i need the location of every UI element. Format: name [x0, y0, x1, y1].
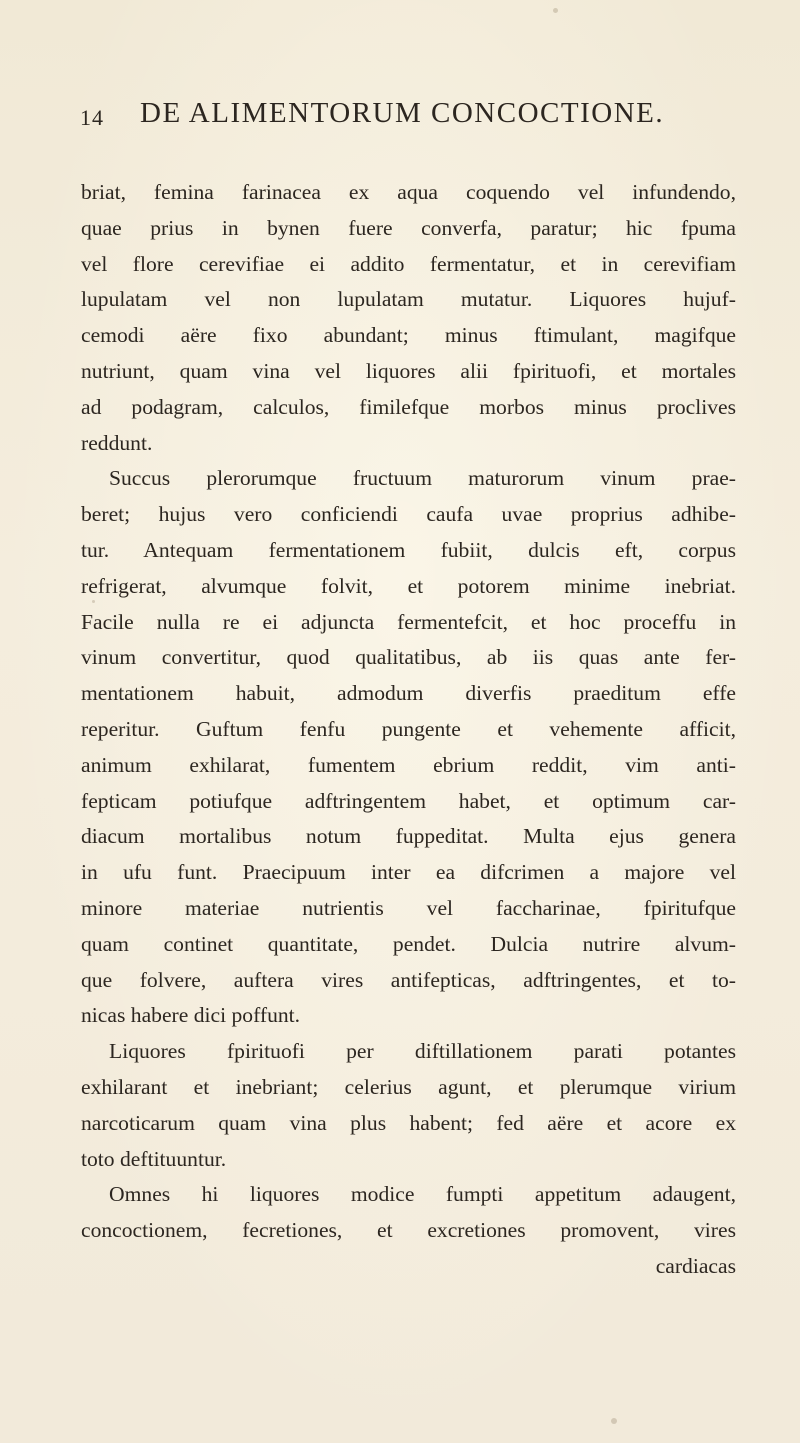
text-line: quam continet quantitate, pendet. Dulcia nutrire alvum- [81, 931, 736, 956]
text-line: diacum mortalibus notum fuppeditat. Multa ejus genera [81, 824, 736, 849]
text-line: vel flore cerevifiae ei addito fermentatur, et in cerevifiam [81, 251, 736, 276]
text-line: tur. Antequam fermentationem fubiit, dulcis eft, corpus [81, 537, 736, 562]
text-line: concoctionem, fecretiones, et excretiones promovent, vires [81, 1218, 736, 1243]
text-line: reperitur. Guftum fenfu pungente et vehemente afficit, [81, 716, 736, 741]
text-line: refrigerat, alvumque folvit, et potorem minime inebriat. [81, 573, 736, 598]
text-line: Omnes hi liquores modice fumpti appetitum adaugent, [109, 1182, 736, 1207]
text-line: animum exhilarat, fumentem ebrium reddit, vim anti- [81, 752, 736, 777]
text-line: Liquores fpirituofi per diftillationem parati potantes [109, 1039, 736, 1064]
text-line: briat, femina farinacea ex aqua coquendo vel infundendo, [81, 180, 736, 204]
text-line: fepticam potiufque adftringentem habet, et optimum car- [81, 788, 736, 813]
text-line: toto deftituuntur. [81, 1146, 227, 1171]
text-line: cemodi aëre fixo abundant; minus ftimulant, magifque [81, 323, 736, 348]
text-line: nutriunt, quam vina vel liquores alii fpirituofi, et mortales [81, 358, 736, 383]
text-line: beret; hujus vero conficiendi caufa uvae proprius adhibe- [81, 502, 736, 527]
paper-spot [92, 600, 95, 603]
paper-spot [553, 8, 558, 13]
text-line: minore materiae nutrientis vel faccharinae, fpiritufque [81, 895, 736, 920]
text-line: ad podagram, calculos, fimilefque morbos minus proclives [81, 394, 736, 419]
text-line: quae prius in bynen fuere converfa, paratur; hic fpuma [81, 215, 736, 240]
text-line: narcoticarum quam vina plus habent; fed aëre et acore ex [81, 1110, 736, 1135]
text-line: mentationem habuit, admodum diverfis praeditum effe [81, 681, 736, 706]
text-line: lupulatam vel non lupulatam mutatur. Liquores hujuf- [81, 287, 736, 312]
text-line: Facile nulla re ei adjuncta fermentefcit, et hoc proceffu in [81, 609, 736, 634]
text-line: reddunt. [81, 430, 153, 455]
text-line: exhilarant et inebriant; celerius agunt, et plerumque virium [81, 1074, 736, 1099]
running-head: DE ALIMENTORUM CONCOCTIONE. [140, 97, 665, 129]
page-header [80, 93, 740, 133]
text-line: vinum convertitur, quod qualitatibus, ab iis quas ante fer- [81, 645, 736, 670]
text-line: in ufu funt. Praecipuum inter ea difcrimen a majore vel [81, 860, 736, 885]
paper-spot [682, 186, 686, 190]
text-line: Succus plerorumque fructuum maturorum vinum prae- [109, 466, 736, 491]
page-number: 14 [80, 105, 104, 130]
text-line: que folvere, auftera vires antifepticas, adftringentes, et to- [81, 967, 736, 992]
body-text [81, 175, 736, 1285]
paper-spot [611, 1418, 617, 1424]
text-line: nicas habere dici poffunt. [81, 1003, 301, 1028]
catchword: cardiacas [655, 1253, 736, 1278]
